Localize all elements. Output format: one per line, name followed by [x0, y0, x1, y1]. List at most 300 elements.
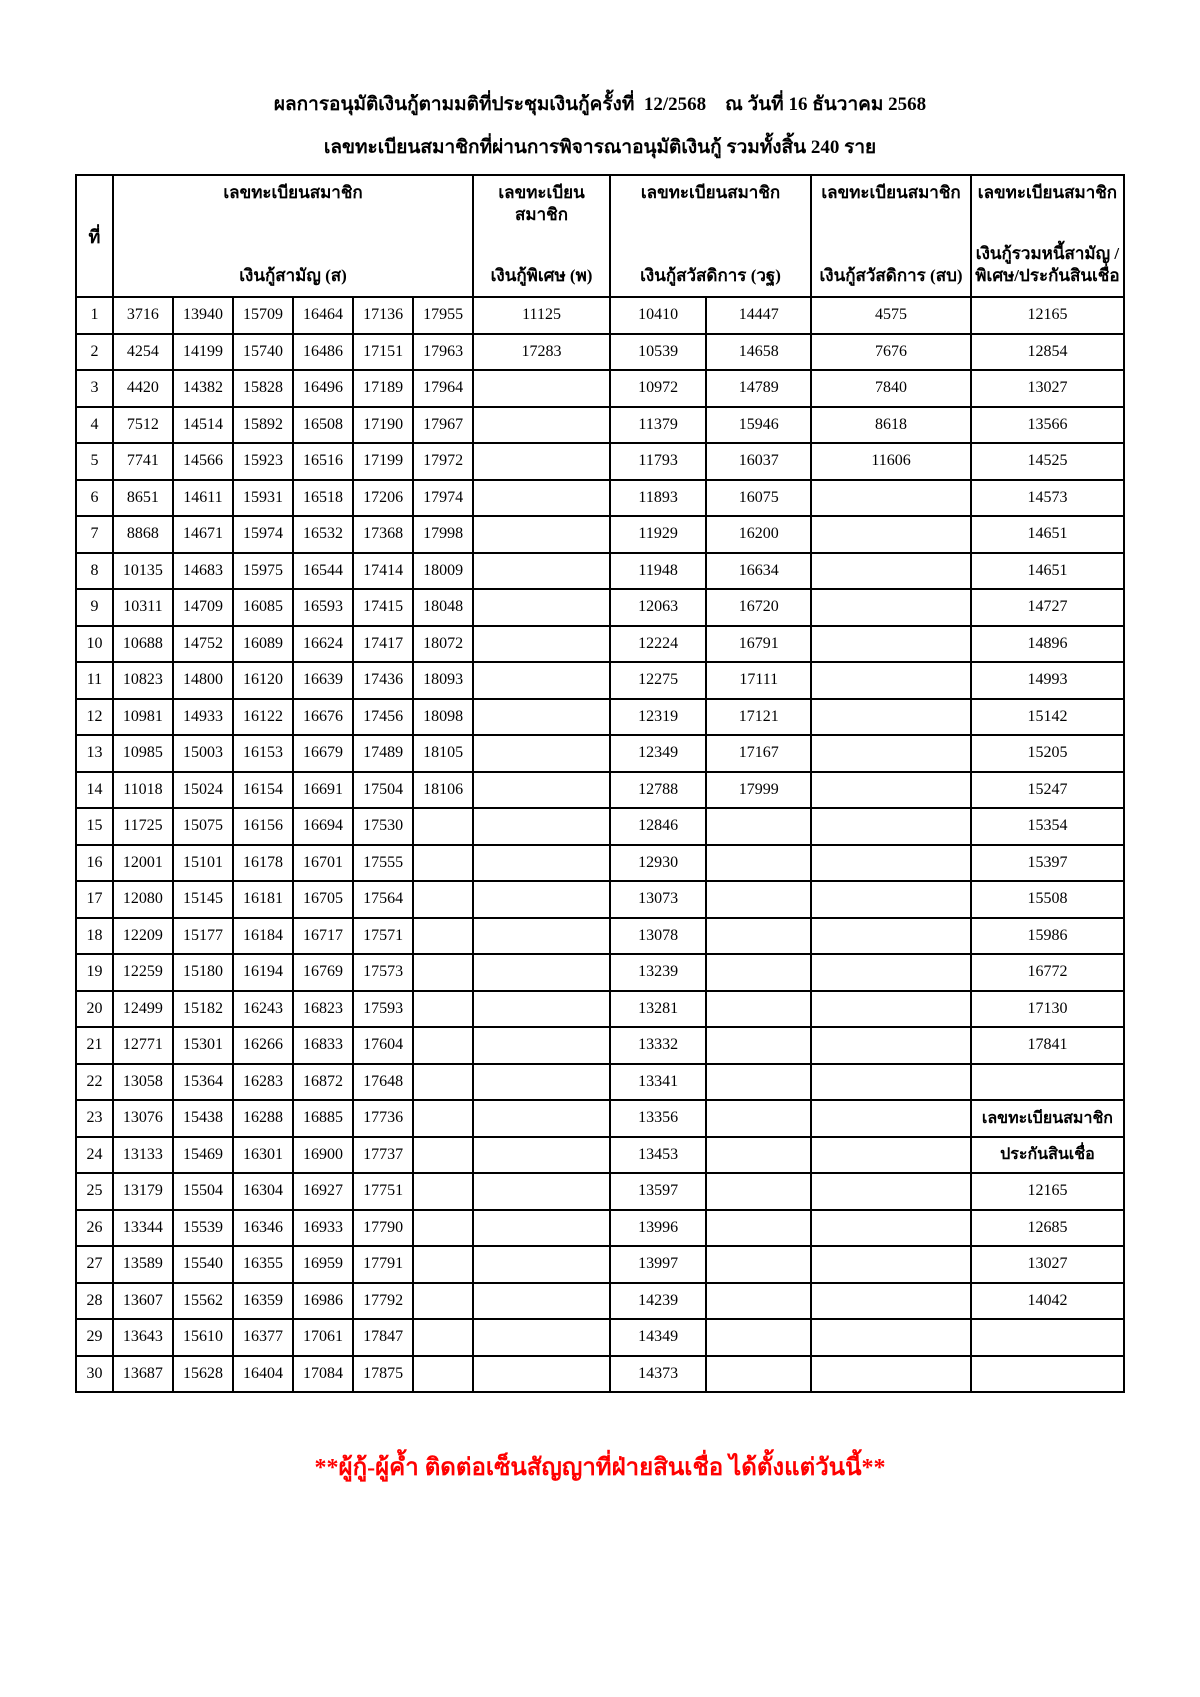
- member-register-label: เลขทะเบียนสมาชิก: [821, 183, 961, 202]
- member-id-cell: 17151: [353, 334, 413, 371]
- table-row: [76, 1283, 1124, 1320]
- member-id-cell: 17964: [413, 370, 473, 407]
- member-id-cell: 18093: [413, 662, 473, 699]
- member-id-cell: 11893: [610, 480, 706, 517]
- member-id-cell: 15828: [233, 370, 293, 407]
- member-id-cell: 16544: [293, 553, 353, 590]
- member-id-cell: 16283: [233, 1064, 293, 1101]
- row-number-cell: 2: [76, 334, 113, 371]
- member-id-cell: 14651: [971, 553, 1124, 590]
- row-number-cell: 15: [76, 808, 113, 845]
- member-id-cell: 16184: [233, 918, 293, 955]
- header-row: [76, 175, 1124, 297]
- member-id-cell: 15354: [971, 808, 1124, 845]
- row-number-cell: 21: [76, 1027, 113, 1064]
- member-id-cell: 16156: [233, 808, 293, 845]
- member-id-cell: 16900: [293, 1137, 353, 1174]
- empty-cell: [811, 516, 971, 553]
- member-id-cell: 17130: [971, 991, 1124, 1028]
- member-id-cell: 16717: [293, 918, 353, 955]
- member-id-cell: 17167: [706, 735, 811, 772]
- empty-cell: [706, 1283, 811, 1320]
- member-id-cell: 16037: [706, 443, 811, 480]
- empty-cell: [971, 1064, 1124, 1101]
- empty-cell: [811, 1246, 971, 1283]
- member-id-cell: 16464: [293, 297, 353, 334]
- member-id-cell: 13341: [610, 1064, 706, 1101]
- empty-cell: [706, 1210, 811, 1247]
- empty-cell: [473, 589, 610, 626]
- member-id-cell: 16304: [233, 1173, 293, 1210]
- member-id-cell: 14373: [610, 1356, 706, 1393]
- table-body: [76, 297, 1124, 1392]
- member-id-cell: 18098: [413, 699, 473, 736]
- empty-cell: [473, 991, 610, 1028]
- empty-cell: [473, 918, 610, 955]
- member-id-cell: 14199: [173, 334, 233, 371]
- member-id-cell: 10985: [113, 735, 173, 772]
- member-id-cell: 16872: [293, 1064, 353, 1101]
- row-number-cell: 28: [76, 1283, 113, 1320]
- empty-cell: [811, 553, 971, 590]
- loan-type-label: เงินกู้รวมหนี้สามัญ / พิเศษ/ประกันสินเชื่อ: [975, 244, 1120, 285]
- empty-cell: [971, 1356, 1124, 1393]
- member-id-cell: 13133: [113, 1137, 173, 1174]
- member-id-cell: 13076: [113, 1100, 173, 1137]
- member-id-cell: 16720: [706, 589, 811, 626]
- member-id-cell: 15923: [233, 443, 293, 480]
- member-id-cell: 16634: [706, 553, 811, 590]
- empty-cell: [473, 772, 610, 809]
- member-id-cell: 14239: [610, 1283, 706, 1320]
- member-id-cell: 14709: [173, 589, 233, 626]
- row-number-cell: 24: [76, 1137, 113, 1174]
- table-row: [76, 699, 1124, 736]
- member-id-cell: 12209: [113, 918, 173, 955]
- table-row: [76, 334, 1124, 371]
- member-id-cell: 16496: [293, 370, 353, 407]
- member-id-cell: 17955: [413, 297, 473, 334]
- table-row: [76, 480, 1124, 517]
- member-id-cell: 17555: [353, 845, 413, 882]
- empty-cell: [473, 1210, 610, 1247]
- member-id-cell: 15438: [173, 1100, 233, 1137]
- table-row: [76, 991, 1124, 1028]
- member-id-cell: 15540: [173, 1246, 233, 1283]
- member-id-cell: 17417: [353, 626, 413, 663]
- member-register-label: เลขทะเบียนสมาชิก: [640, 183, 781, 202]
- column-group-header-3: [610, 175, 811, 297]
- member-id-cell: 14993: [971, 662, 1124, 699]
- table-row: [76, 881, 1124, 918]
- table-header: [76, 175, 1124, 297]
- member-id-cell: 18048: [413, 589, 473, 626]
- member-id-cell: 16085: [233, 589, 293, 626]
- empty-cell: [473, 845, 610, 882]
- member-id-cell: 16120: [233, 662, 293, 699]
- member-id-cell: 10688: [113, 626, 173, 663]
- empty-cell: [473, 1064, 610, 1101]
- member-id-cell: 13453: [610, 1137, 706, 1174]
- table-row: [76, 845, 1124, 882]
- member-id-cell: 4420: [113, 370, 173, 407]
- member-id-cell: 16153: [233, 735, 293, 772]
- member-id-cell: 13940: [173, 297, 233, 334]
- member-id-cell: 13687: [113, 1356, 173, 1393]
- empty-cell: [413, 1064, 473, 1101]
- empty-cell: [811, 1027, 971, 1064]
- empty-cell: [706, 991, 811, 1028]
- member-id-cell: เลขทะเบียนสมาชิก: [971, 1100, 1124, 1137]
- member-id-cell: 17604: [353, 1027, 413, 1064]
- member-id-cell: 17136: [353, 297, 413, 334]
- member-id-cell: 10823: [113, 662, 173, 699]
- row-number-cell: 5: [76, 443, 113, 480]
- row-number-cell: 18: [76, 918, 113, 955]
- empty-cell: [413, 881, 473, 918]
- member-id-cell: 12224: [610, 626, 706, 663]
- member-id-cell: 12854: [971, 334, 1124, 371]
- member-id-cell: 15364: [173, 1064, 233, 1101]
- member-id-cell: 7741: [113, 443, 173, 480]
- member-id-cell: 17121: [706, 699, 811, 736]
- member-id-cell: 12063: [610, 589, 706, 626]
- member-id-cell: 17415: [353, 589, 413, 626]
- empty-cell: [413, 1027, 473, 1064]
- empty-cell: [473, 407, 610, 444]
- table-row: [76, 1210, 1124, 1247]
- empty-cell: [413, 918, 473, 955]
- empty-cell: [706, 1173, 811, 1210]
- member-id-cell: 15469: [173, 1137, 233, 1174]
- member-id-cell: 13356: [610, 1100, 706, 1137]
- member-id-cell: 14933: [173, 699, 233, 736]
- row-number-cell: 6: [76, 480, 113, 517]
- member-id-cell: 11793: [610, 443, 706, 480]
- member-id-cell: 16288: [233, 1100, 293, 1137]
- member-id-cell: 17790: [353, 1210, 413, 1247]
- member-id-cell: 13643: [113, 1319, 173, 1356]
- member-id-cell: 16823: [293, 991, 353, 1028]
- member-id-cell: 12846: [610, 808, 706, 845]
- table-row: [76, 1173, 1124, 1210]
- member-id-cell: 16486: [293, 334, 353, 371]
- empty-cell: [811, 808, 971, 845]
- member-id-cell: 12001: [113, 845, 173, 882]
- member-id-cell: 12930: [610, 845, 706, 882]
- member-id-cell: 10539: [610, 334, 706, 371]
- empty-cell: [706, 1100, 811, 1137]
- member-id-cell: 3716: [113, 297, 173, 334]
- row-number-cell: 3: [76, 370, 113, 407]
- empty-cell: [811, 589, 971, 626]
- member-id-cell: 8618: [811, 407, 971, 444]
- member-id-cell: 15610: [173, 1319, 233, 1356]
- member-id-cell: 14752: [173, 626, 233, 663]
- member-id-cell: 14651: [971, 516, 1124, 553]
- row-number-cell: 13: [76, 735, 113, 772]
- member-id-cell: 15504: [173, 1173, 233, 1210]
- empty-cell: [473, 1319, 610, 1356]
- member-id-cell: 15628: [173, 1356, 233, 1393]
- empty-cell: [413, 1100, 473, 1137]
- member-id-cell: 16404: [233, 1356, 293, 1393]
- member-id-cell: 7840: [811, 370, 971, 407]
- empty-cell: [473, 516, 610, 553]
- member-id-cell: 14611: [173, 480, 233, 517]
- member-id-cell: 15075: [173, 808, 233, 845]
- empty-cell: [473, 1246, 610, 1283]
- empty-cell: [473, 480, 610, 517]
- member-id-cell: 17847: [353, 1319, 413, 1356]
- empty-cell: [811, 845, 971, 882]
- empty-cell: [811, 918, 971, 955]
- empty-cell: [706, 954, 811, 991]
- member-id-cell: 16243: [233, 991, 293, 1028]
- row-number-cell: 12: [76, 699, 113, 736]
- member-id-cell: 12275: [610, 662, 706, 699]
- member-id-cell: 11948: [610, 553, 706, 590]
- member-id-cell: 13997: [610, 1246, 706, 1283]
- member-id-cell: 15975: [233, 553, 293, 590]
- member-id-cell: 16833: [293, 1027, 353, 1064]
- row-number-cell: 10: [76, 626, 113, 663]
- table-row: [76, 443, 1124, 480]
- member-id-cell: 15892: [233, 407, 293, 444]
- member-id-cell: 14789: [706, 370, 811, 407]
- member-id-cell: 15003: [173, 735, 233, 772]
- member-id-cell: 14566: [173, 443, 233, 480]
- empty-cell: [413, 1283, 473, 1320]
- empty-cell: [811, 1356, 971, 1393]
- member-id-cell: 13027: [971, 1246, 1124, 1283]
- empty-cell: [706, 1064, 811, 1101]
- member-id-cell: 17998: [413, 516, 473, 553]
- member-id-cell: 13281: [610, 991, 706, 1028]
- member-register-label: เลขทะเบียนสมาชิก: [977, 183, 1118, 202]
- member-id-cell: 15177: [173, 918, 233, 955]
- member-id-cell: 13078: [610, 918, 706, 955]
- empty-cell: [811, 1283, 971, 1320]
- row-number-cell: 26: [76, 1210, 113, 1247]
- member-id-cell: 16933: [293, 1210, 353, 1247]
- member-id-cell: 16639: [293, 662, 353, 699]
- empty-cell: [811, 699, 971, 736]
- member-register-label: เลขทะเบียนสมาชิก: [223, 183, 363, 202]
- member-id-cell: 17111: [706, 662, 811, 699]
- member-id-cell: 17189: [353, 370, 413, 407]
- member-id-cell: 16959: [293, 1246, 353, 1283]
- member-id-cell: 17573: [353, 954, 413, 991]
- loan-type-label: เงินกู้สวัสดิการ (สบ): [819, 266, 963, 285]
- empty-cell: [473, 699, 610, 736]
- member-id-cell: 12259: [113, 954, 173, 991]
- member-id-cell: 16624: [293, 626, 353, 663]
- table-row: [76, 1064, 1124, 1101]
- table-row: [76, 407, 1124, 444]
- empty-cell: [473, 626, 610, 663]
- row-number-cell: 11: [76, 662, 113, 699]
- member-id-cell: 14349: [610, 1319, 706, 1356]
- member-id-cell: 15101: [173, 845, 233, 882]
- empty-cell: [473, 1100, 610, 1137]
- row-number-cell: 14: [76, 772, 113, 809]
- table-row: [76, 1356, 1124, 1393]
- table-row: [76, 516, 1124, 553]
- member-id-cell: 14671: [173, 516, 233, 553]
- member-id-cell: 17414: [353, 553, 413, 590]
- member-id-cell: 12349: [610, 735, 706, 772]
- empty-cell: [811, 626, 971, 663]
- table-row: [76, 662, 1124, 699]
- member-id-cell: 16089: [233, 626, 293, 663]
- member-id-cell: 17841: [971, 1027, 1124, 1064]
- empty-cell: [473, 881, 610, 918]
- member-id-cell: 12499: [113, 991, 173, 1028]
- member-id-cell: 14727: [971, 589, 1124, 626]
- member-id-cell: 14525: [971, 443, 1124, 480]
- member-id-cell: 14683: [173, 553, 233, 590]
- row-number-cell: 20: [76, 991, 113, 1028]
- member-id-cell: 17368: [353, 516, 413, 553]
- empty-cell: [811, 662, 971, 699]
- member-id-cell: 16791: [706, 626, 811, 663]
- member-id-cell: 17571: [353, 918, 413, 955]
- member-id-cell: 16359: [233, 1283, 293, 1320]
- empty-cell: [706, 1246, 811, 1283]
- row-number-cell: 8: [76, 553, 113, 590]
- empty-cell: [473, 1137, 610, 1174]
- empty-cell: [473, 954, 610, 991]
- member-id-cell: 13597: [610, 1173, 706, 1210]
- member-id-cell: 16518: [293, 480, 353, 517]
- member-id-cell: 16181: [233, 881, 293, 918]
- empty-cell: [413, 991, 473, 1028]
- member-id-cell: 16301: [233, 1137, 293, 1174]
- member-id-cell: 15974: [233, 516, 293, 553]
- footer-note: **ผู้กู้-ผู้ค้ำ ติดต่อเซ็นสัญญาที่ฝ่ายสินเชื่อ ได้ตั้งแต่วันนี้**: [314, 1455, 886, 1481]
- empty-cell: [473, 1027, 610, 1064]
- member-id-cell: 10135: [113, 553, 173, 590]
- member-id-cell: 18009: [413, 553, 473, 590]
- member-register-label: เลขทะเบียนสมาชิก: [498, 183, 585, 224]
- empty-cell: [706, 881, 811, 918]
- table-row: [76, 1246, 1124, 1283]
- member-id-cell: 17751: [353, 1173, 413, 1210]
- table-row: [76, 735, 1124, 772]
- member-id-cell: 13239: [610, 954, 706, 991]
- member-id-cell: 14573: [971, 480, 1124, 517]
- member-id-cell: ประกันสินเชื่อ: [971, 1137, 1124, 1174]
- member-id-cell: 15247: [971, 772, 1124, 809]
- member-id-cell: 15205: [971, 735, 1124, 772]
- member-id-cell: 13027: [971, 370, 1124, 407]
- table-row: [76, 918, 1124, 955]
- column-group-header-5: [971, 175, 1124, 297]
- member-id-cell: 4254: [113, 334, 173, 371]
- member-id-cell: 15145: [173, 881, 233, 918]
- member-id-cell: 15142: [971, 699, 1124, 736]
- member-id-cell: 16154: [233, 772, 293, 809]
- member-id-cell: 16986: [293, 1283, 353, 1320]
- row-number-cell: 9: [76, 589, 113, 626]
- member-id-cell: 16178: [233, 845, 293, 882]
- member-id-cell: 11725: [113, 808, 173, 845]
- member-id-cell: 15931: [233, 480, 293, 517]
- member-id-cell: 17593: [353, 991, 413, 1028]
- empty-cell: [413, 808, 473, 845]
- member-id-cell: 16516: [293, 443, 353, 480]
- member-id-cell: 11379: [610, 407, 706, 444]
- table-row: [76, 1027, 1124, 1064]
- empty-cell: [971, 1319, 1124, 1356]
- member-id-cell: 17084: [293, 1356, 353, 1393]
- empty-cell: [706, 1319, 811, 1356]
- loan-type-label: เงินกู้สามัญ (ส): [239, 266, 347, 285]
- member-id-cell: 13332: [610, 1027, 706, 1064]
- member-id-cell: 17972: [413, 443, 473, 480]
- member-id-cell: 14514: [173, 407, 233, 444]
- row-number-cell: 1: [76, 297, 113, 334]
- member-id-cell: 7676: [811, 334, 971, 371]
- member-id-cell: 17792: [353, 1283, 413, 1320]
- member-id-cell: 18072: [413, 626, 473, 663]
- member-id-cell: 7512: [113, 407, 173, 444]
- member-id-cell: 16772: [971, 954, 1124, 991]
- member-id-cell: 17791: [353, 1246, 413, 1283]
- empty-cell: [811, 1100, 971, 1137]
- member-id-cell: 18105: [413, 735, 473, 772]
- member-id-cell: 15709: [233, 297, 293, 334]
- empty-cell: [413, 1173, 473, 1210]
- member-id-cell: 16200: [706, 516, 811, 553]
- member-id-cell: 16377: [233, 1319, 293, 1356]
- empty-cell: [811, 735, 971, 772]
- empty-cell: [413, 1137, 473, 1174]
- member-id-cell: 17489: [353, 735, 413, 772]
- empty-cell: [473, 808, 610, 845]
- member-id-cell: 17875: [353, 1356, 413, 1393]
- table-row: [76, 626, 1124, 663]
- member-id-cell: 17736: [353, 1100, 413, 1137]
- member-id-cell: 10410: [610, 297, 706, 334]
- member-id-cell: 8868: [113, 516, 173, 553]
- member-id-cell: 12771: [113, 1027, 173, 1064]
- member-id-cell: 11125: [473, 297, 610, 334]
- table-row: [76, 589, 1124, 626]
- member-id-cell: 17061: [293, 1319, 353, 1356]
- member-id-cell: 16676: [293, 699, 353, 736]
- member-id-cell: 17436: [353, 662, 413, 699]
- member-id-cell: 12165: [971, 297, 1124, 334]
- member-id-cell: 17190: [353, 407, 413, 444]
- member-id-cell: 17999: [706, 772, 811, 809]
- empty-cell: [413, 1246, 473, 1283]
- table-row: [76, 297, 1124, 334]
- empty-cell: [811, 954, 971, 991]
- member-id-cell: 16885: [293, 1100, 353, 1137]
- empty-cell: [811, 480, 971, 517]
- empty-cell: [706, 918, 811, 955]
- member-id-cell: 11929: [610, 516, 706, 553]
- row-number-cell: 7: [76, 516, 113, 553]
- member-id-cell: 13179: [113, 1173, 173, 1210]
- row-number-cell: 23: [76, 1100, 113, 1137]
- loan-approval-table: [75, 174, 1125, 1393]
- member-id-cell: 16266: [233, 1027, 293, 1064]
- empty-cell: [811, 991, 971, 1028]
- member-id-cell: 12319: [610, 699, 706, 736]
